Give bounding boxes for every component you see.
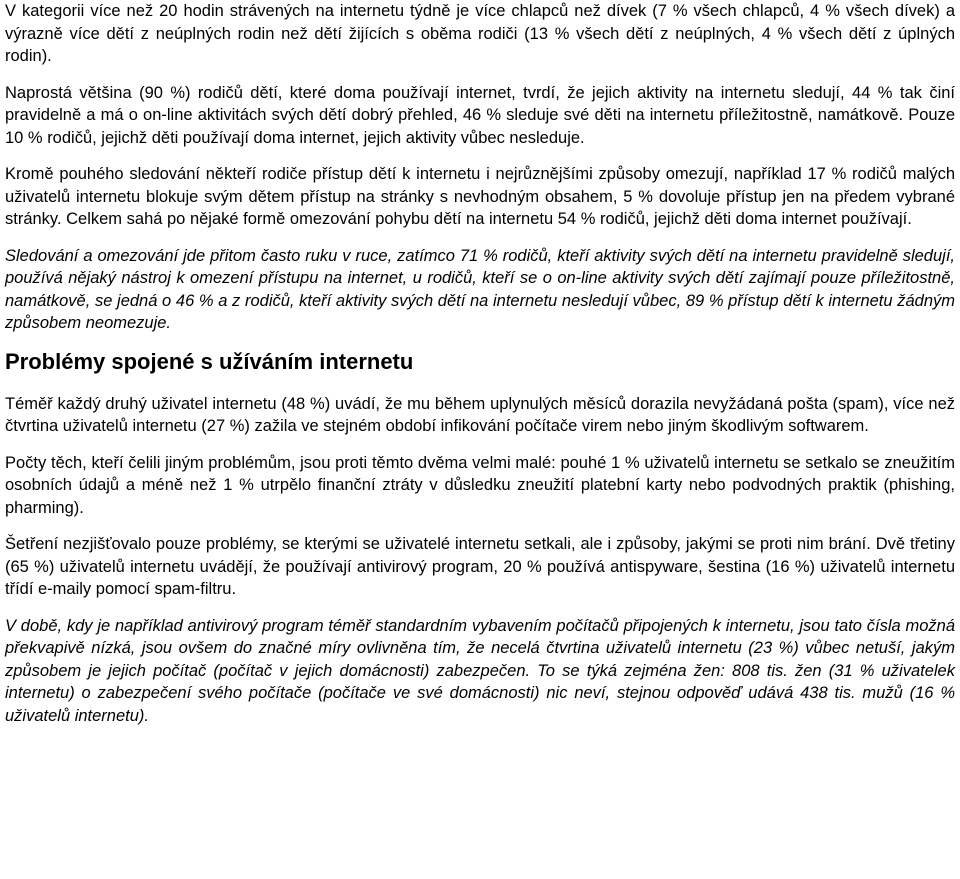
paragraph-time-online: V kategorii více než 20 hodin strávených na internetu týdně je více chlapců než dívek (7 % všech chlapců, 4 % všech dívek) a výrazně více dětí z neúplných rodin než dětí žijících s oběma rodiči (13 % všech dětí z neúplných, 4 % všech dětí z úplných rodin). [5,2,955,65]
paragraph-other-problems: Počty těch, kteří čelili jiným problémům, jsou proti těmto dvěma velmi malé: pouhé 1 % uživatelů internetu se setkalo se zneužitím osobních údajů a méně než 1 % utrpělo finanční ztráty v důsledku zneužití platební karty nebo podvodných praktik (phishing, pharming). [5,453,955,517]
paragraph-security-awareness: V době, kdy je například antivirový program téměř standardním vybavením počítačů připojených k internetu, jsou tato čísla možná překvapivě nízká, jsou ovšem do značné míry ovlivněna tím, že necelá čtvrtina uživatelů internetu (23 %) vůbec netuší, jakým způsobem je jejich počítač (počítač v jejich domácnosti) zabezpečen. To se týká zejména žen: 808 tis. žen (31 % uživatelek internetu) o zabezpečení svého počítače (počítače ve své domácnosti) nic neví, stejnou odpověď udává 438 tis. mužů (16 % uživatelů internetu). [5,616,955,725]
paragraph-spam-virus: Téměř každý druhý uživatel internetu (48 %) uvádí, že mu během uplynulých měsíců dorazila nevyžádaná pošta (spam), více než čtvrtina uživatelů internetu (27 %) zažila ve stejném období infikování počítače virem nebo jiným škodlivým softwarem. [5,394,955,435]
section-heading: Problémy spojené s užíváním internetu [5,348,414,374]
paragraph-monitoring-and-restriction: Sledování a omezování jde přitom často ruku v ruce, zatímco 71 % rodičů, kteří aktivity svých dětí na internetu pravidelně sledují, používá nějaký nástroj k omezení přístupu na internet, u rodičů, kteří se o on-line aktivity svých dětí zajímají pouze příležitostně, namátkově, se jedná o 46 % a z rodičů, kteří aktivity svých dětí na internetu nesledují vůbec, 89 % přístup dětí k internetu žádným způsobem neomezuje. [5,246,955,332]
paragraph-parental-monitoring: Naprostá většina (90 %) rodičů dětí, které doma používají internet, tvrdí, že jejich aktivity na internetu sledují, 44 % tak činí pravidelně a má o on-line aktivitách svých dětí dobrý přehled, 46 % sleduje své děti na internetu příležitostně, namátkově. Pouze 10 % rodičů, jejichž děti používají doma internet, jejich aktivity vůbec nesleduje. [5,83,955,147]
paragraph-protection: Šetření nezjišťovalo pouze problémy, se kterými se uživatelé internetu setkali, ale i způsoby, jakými se proti nim brání. Dvě třetiny (65 %) uživatelů internetu uvádějí, že používají antivirový program, 20 % používá antispyware, šestina (16 %) uživatelů internetu třídí e-maily pomocí spam-filtru. [5,535,955,598]
paragraph-access-restriction: Kromě pouhého sledování někteří rodiče přístup dětí k internetu i nejrůznějšími způsoby omezují, například 17 % rodičů malých uživatelů internetu blokuje svým dětem přístup na stránky s nevhodným obsahem, 5 % dovoluje přístup jen na předem vybrané stránky. Celkem sahá po nějaké formě omezování pohybu dětí na internetu 54 % rodičů, jejichž děti doma internet používají. [5,165,955,228]
